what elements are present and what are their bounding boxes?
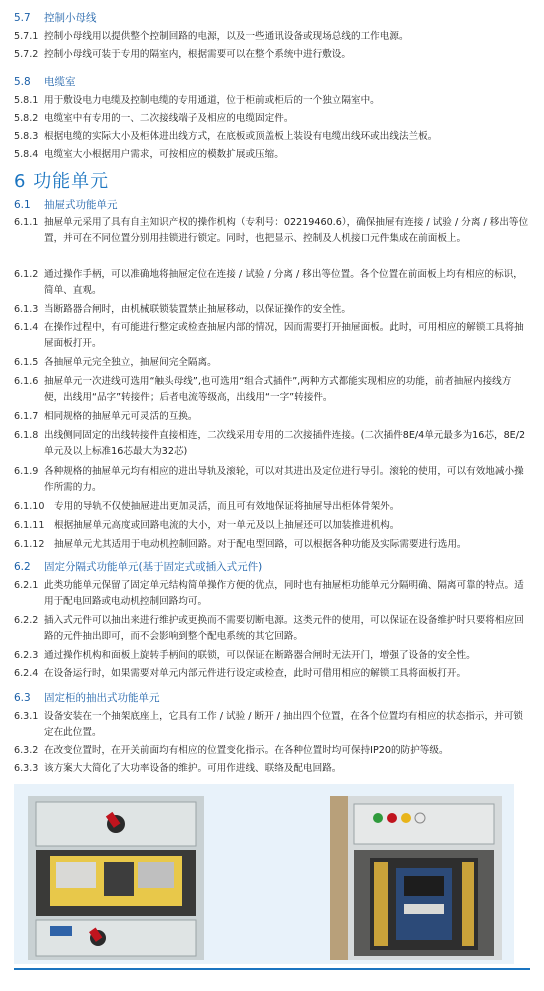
- item-number: 5.8.2: [14, 113, 39, 124]
- item-text: 控制小母线: [44, 12, 97, 24]
- item-text: 控制小母线可装于专用的隔室内，根据需要可以在整个系统中进行敷设。: [44, 49, 351, 60]
- item-text: 此类功能单元保留了固定单元结构简单操作方便的优点，同时也有抽屉柜功能单元分隔明确、隔离可靠的特点。适用于配电回路或电动机控制回路均可。: [44, 580, 524, 607]
- item-number: 6.1.6: [14, 376, 39, 387]
- item-text: 该方案大大简化了大功率设备的维护。可用作进线、联络及配电回路。: [44, 763, 342, 774]
- item-number: 6.3.1: [14, 711, 39, 722]
- item-text: 抽屉单元采用了具有自主知识产权的操作机构（专利号：02219460.6），确保抽屉有连接 / 试验 / 分离 / 移出等位置，并可在不同位置分别用挂锁进行锁定。同时，也把显示、控制及人机接口元件集成在前面板上。: [44, 217, 529, 244]
- paragraph-6-1-12: [14, 537, 530, 553]
- paragraph-6-1-4: [14, 320, 530, 352]
- paragraph-5-7-2: [14, 47, 530, 63]
- item-text: 抽屉单元尤其适用于电动机控制回路。对于配电型回路，可以根据各种功能及实际需要进行选用。: [54, 539, 467, 550]
- item-number: 6.1.4: [14, 322, 39, 333]
- paragraph-6-3-1: [14, 709, 530, 741]
- section-heading-6-1: [14, 198, 530, 212]
- paragraph-5-8-4: [14, 147, 530, 163]
- item-number: 6.3: [14, 692, 31, 704]
- item-number: 6.2: [14, 561, 31, 573]
- item-number: 6.1.1: [14, 217, 39, 228]
- paragraph-5-8-2: [14, 111, 530, 127]
- item-text: 通过操作机构和面板上旋转手柄间的联锁，可以保证在断路器合闸时无法开门，增强了设备的安全性。: [44, 650, 476, 661]
- paragraph-6-1-11: [14, 518, 530, 534]
- item-text: 电缆室中有专用的一、二次接线端子及相应的电缆固定件。: [44, 113, 294, 124]
- item-text: 通过操作手柄，可以准确地将抽屉定位在连接 / 试验 / 分离 / 移出等位置。各个位置在前面板上均有相应的标识，简单、直观。: [44, 269, 523, 296]
- item-text: 专用的导轨不仅使抽屉进出更加灵活，而且可有效地保证将抽屉导出柜体骨架外。: [54, 501, 400, 512]
- item-text: 电缆室大小根据用户需求，可按相应的模数扩展或压缩。: [44, 149, 284, 160]
- item-number: 6.1.9: [14, 466, 39, 477]
- item-text: 在操作过程中，有可能进行整定或检查抽屉内部的情况，因而需要打开抽屉面板。此时，可用相应的解锁工具将抽屉面板打开。: [44, 322, 524, 349]
- paragraph-5-7-1: [14, 29, 530, 45]
- item-text: 当断路器合闸时，由机械联锁装置禁止抽屉移动，以保证操作的安全性。: [44, 304, 351, 315]
- paragraph-6-1-7: [14, 409, 530, 425]
- item-text: 各抽屉单元完全独立，抽屉间完全隔离。: [44, 357, 217, 368]
- item-text: 用于敷设电力电缆及控制电缆的专用通道，位于柜前或柜后的一个独立隔室中。: [44, 95, 380, 106]
- paragraph-6-1-10: [14, 499, 530, 515]
- item-text: 在改变位置时，在开关前面均有相应的位置变化指示。在各种位置时均可保持IP20的防护等级。: [44, 745, 449, 756]
- paragraph-6-2-1: [14, 578, 530, 610]
- section-heading-5-8: [14, 75, 530, 89]
- paragraph-6-1-3: [14, 302, 530, 318]
- section-heading-6-3: [14, 691, 530, 705]
- paragraph-6-1-9: [14, 464, 530, 496]
- item-text: 设备安装在一个抽架底座上，它具有工作 / 试验 / 断开 / 抽出四个位置，在各个位置均有相应的状态指示，并可锁定在此位置。: [44, 711, 523, 738]
- item-number: 6.1.5: [14, 357, 39, 368]
- item-number: 6.2.2: [14, 615, 39, 626]
- item-text: 抽屉单元一次进线可选用“触头母线”,也可选用“组合式插件”,两种方式都能实现相应的功能，前者抽屉内接线方便，出线用“品字”转接件；后者电流等级高，出线用“一字”转接件。: [44, 376, 512, 403]
- photo-panel: [14, 784, 514, 964]
- item-number: 6.1.11: [14, 520, 45, 531]
- item-number: 5.7: [14, 12, 31, 24]
- item-number: 6.1.8: [14, 430, 39, 441]
- item-number: 6.1: [14, 199, 31, 211]
- paragraph-6-1-2: [14, 267, 530, 299]
- item-number: 6.2.3: [14, 650, 39, 661]
- section-heading-6-2: [14, 560, 530, 574]
- paragraph-6-3-2: [14, 743, 530, 759]
- chapter-title: [14, 170, 530, 194]
- item-number: 6.3.3: [14, 763, 39, 774]
- item-text: 6: [14, 171, 27, 192]
- item-text: 固定分隔式功能单元(基于固定式或插入式元件): [44, 561, 263, 573]
- item-number: 5.8.1: [14, 95, 39, 106]
- item-text: 插入式元件可以抽出来进行维护或更换而不需要切断电源。这类元件的使用，可以保证在设备维护时只要将相应回路的元件抽出即可，而不会影响到整个配电系统的其它回路。: [44, 615, 524, 642]
- item-text: 根据电缆的实际大小及柜体进出线方式，在底板或顶盖板上装设有电缆出线环或出线法兰板。: [44, 131, 438, 142]
- item-number: 5.8: [14, 76, 31, 88]
- withdrawable-breaker-photo: [330, 796, 502, 960]
- paragraph-6-3-3: [14, 761, 530, 777]
- item-number: 6.2.4: [14, 668, 39, 679]
- bottom-divider: [14, 968, 530, 970]
- item-number: 6.1.12: [14, 539, 45, 550]
- paragraph-6-1-6: [14, 374, 530, 406]
- item-text: 抽屉式功能单元: [44, 199, 118, 211]
- drawer-unit-photo: [28, 796, 204, 960]
- item-number: 6.1.2: [14, 269, 39, 280]
- item-text: 功能单元: [33, 171, 110, 192]
- item-text: 相同规格的抽屉单元可灵活的互换。: [44, 411, 198, 422]
- paragraph-6-2-3: [14, 648, 530, 664]
- paragraph-6-2-2: [14, 613, 530, 645]
- paragraph-6-1-5: [14, 355, 530, 371]
- item-number: 6.1.3: [14, 304, 39, 315]
- item-text: 根据抽屉单元高度或回路电流的大小，对一单元及以上抽屉还可以加装推进机构。: [54, 520, 400, 531]
- item-number: 6.2.1: [14, 580, 39, 591]
- item-number: 5.7.1: [14, 31, 39, 42]
- item-text: 出线侧同固定的出线转接件直接相连，二次线采用专用的二次接插件连接。(二次插件8E/4单元最多为16芯，8E/2单元及以上标准16芯最大为32芯): [44, 430, 526, 457]
- item-text: 固定柜的抽出式功能单元: [44, 692, 160, 704]
- paragraph-5-8-3: [14, 129, 530, 145]
- item-text: 在设备运行时，如果需要对单元内部元件进行设定或检查，此时可借用相应的解锁工具将面板打开。: [44, 668, 467, 679]
- section-heading-5-7: [14, 11, 530, 25]
- paragraph-6-2-4: [14, 666, 530, 682]
- item-text: 各种规格的抽屉单元均有相应的进出导轨及滚轮，可以对其进出及定位进行导引。滚轮的使用，可以有效地减小操作所需的力。: [44, 466, 524, 493]
- item-text: 控制小母线用以提供整个控制回路的电源，以及一些通讯设备或现场总线的工作电源。: [44, 31, 409, 42]
- paragraph-6-1-1: [14, 215, 530, 247]
- item-number: 6.1.7: [14, 411, 39, 422]
- paragraph-6-1-8: [14, 428, 530, 460]
- item-number: 5.8.3: [14, 131, 39, 142]
- item-number: 5.7.2: [14, 49, 39, 60]
- item-number: 6.3.2: [14, 745, 39, 756]
- paragraph-5-8-1: [14, 93, 530, 109]
- item-number: 5.8.4: [14, 149, 39, 160]
- item-text: 电缆室: [44, 76, 76, 88]
- item-number: 6.1.10: [14, 501, 45, 512]
